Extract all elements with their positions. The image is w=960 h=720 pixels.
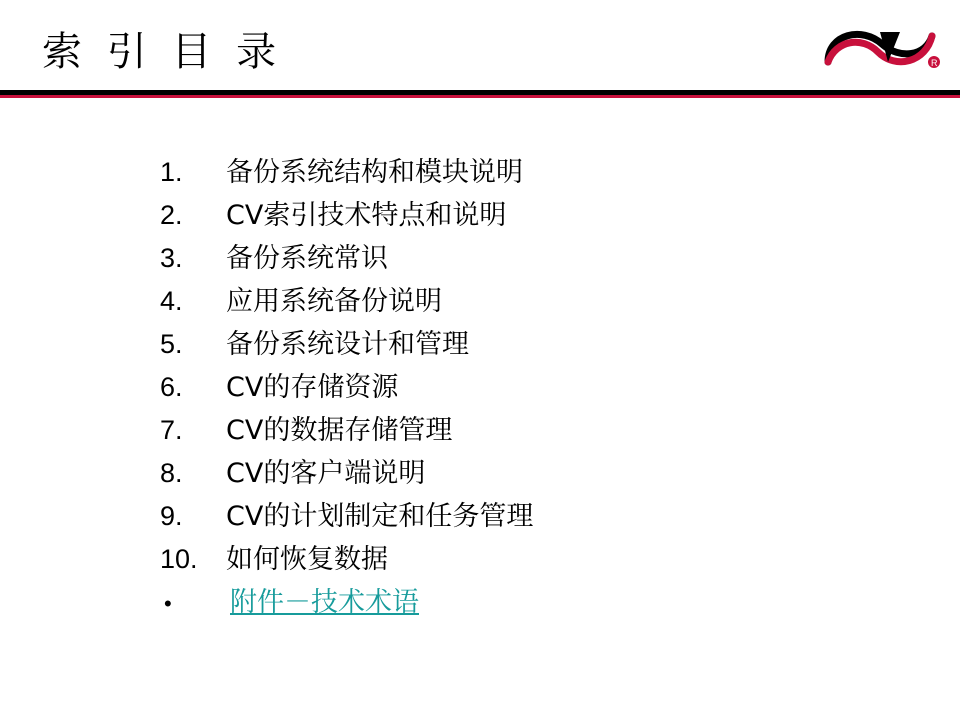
title-divider-accent: [0, 95, 960, 98]
list-item: [160, 193, 860, 236]
list-item-marker: 5.: [160, 329, 183, 359]
list-item: [160, 494, 860, 537]
cv-infinity-logo: [822, 18, 942, 80]
list-item-marker: 9.: [160, 501, 183, 531]
list-item-marker: 4.: [160, 286, 183, 316]
list-item: [160, 150, 860, 193]
list-item-marker: 8.: [160, 458, 183, 488]
page-title: 索 引 目 录: [42, 29, 283, 75]
list-item-label: 备份系统设计和管理: [226, 329, 469, 360]
list-item-label: 备份系统常识: [226, 243, 388, 274]
list-item-label: 应用系统备份说明: [226, 286, 442, 317]
list-item: [160, 451, 860, 494]
list-item-marker: 3.: [160, 243, 183, 273]
list-item-label: CV的存储资源: [226, 372, 399, 403]
list-item: [160, 408, 860, 451]
bullet-icon: •: [164, 591, 172, 616]
list-item-label: CV的计划制定和任务管理: [226, 501, 534, 532]
list-item: [160, 365, 860, 408]
list-item: [160, 322, 860, 365]
list-item-marker: 1.: [160, 157, 183, 187]
list-item: [160, 279, 860, 322]
list-item-label: 备份系统结构和模块说明: [226, 157, 523, 188]
list-item: [160, 236, 860, 279]
list-item-label: CV的数据存储管理: [226, 415, 453, 446]
list-item-marker: 10.: [160, 544, 198, 574]
list-item-marker: 2.: [160, 200, 183, 230]
table-of-contents: [160, 150, 860, 623]
appendix-link[interactable]: 附件－技术术语: [230, 587, 419, 618]
list-item: [160, 537, 860, 580]
list-item-label: CV索引技术特点和说明: [226, 200, 507, 231]
list-item-label: 如何恢复数据: [226, 544, 388, 575]
list-item-label: CV的客户端说明: [226, 458, 426, 489]
list-item-link[interactable]: [160, 580, 860, 623]
list-item-marker: 6.: [160, 372, 183, 402]
list-item-marker: 7.: [160, 415, 183, 445]
svg-text:R: R: [931, 58, 938, 68]
